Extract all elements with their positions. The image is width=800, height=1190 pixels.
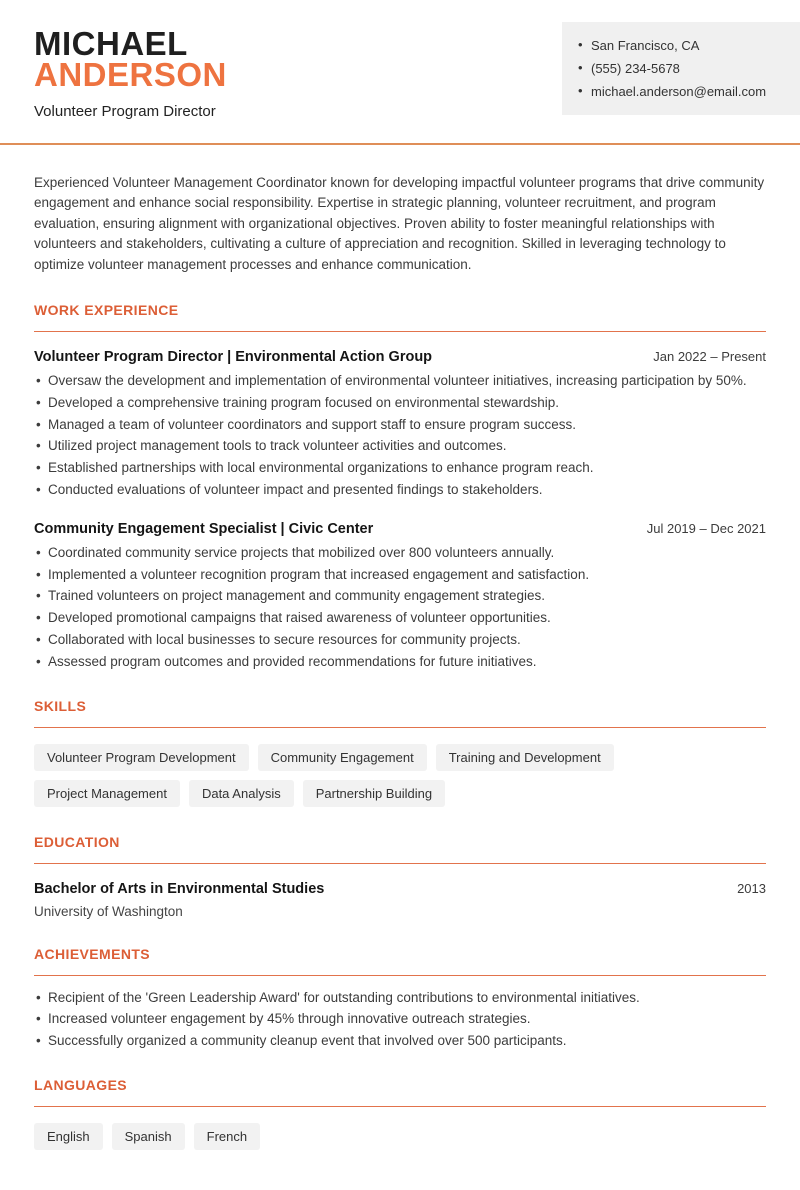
summary-paragraph: Experienced Volunteer Management Coordinator known for developing impactful volunteer programs that drive community engagement and enhance social responsibility. Expertise in strategic planning, volunteer recruitment, and program evaluation, ensuring alignment with organizational objectives. Proven ability to foster meaningful relationships with volunteers and stakeholders, cultivating a culture of appreciation and recognition. Skilled in leveraging technology to optimize volunteer management processes and enhance communication.	[34, 175, 765, 272]
job-title: Community Engagement Specialist | Civic Center	[34, 520, 374, 537]
achievement-bullet: • Recipient of the 'Green Leadership Award' for outstanding contributions to environmental initiatives.	[34, 990, 766, 1007]
job-bullet: • Utilized project management tools to track volunteer activities and outcomes.	[34, 438, 766, 455]
job-bullet: • Developed a comprehensive training program focused on environmental stewardship.	[34, 395, 766, 412]
bullet-icon: •	[578, 60, 583, 75]
job-header	[34, 349, 766, 365]
language-tag: French	[194, 1123, 260, 1150]
section-languages	[34, 1077, 766, 1150]
languages-heading: LANGUAGES	[34, 1077, 766, 1107]
school-name: University of Washington	[34, 903, 183, 919]
last-name: ANDERSON	[34, 56, 227, 93]
achievements-heading: ACHIEVEMENTS	[34, 946, 766, 976]
contact-email: michael.anderson@email.com	[591, 84, 767, 99]
section-achievements	[34, 946, 766, 1050]
job-title: Volunteer Program Director | Environmental Action Group	[34, 349, 433, 366]
skill-tag: Training and Development	[436, 744, 614, 771]
job-dates: Jan 2022 – Present	[653, 349, 766, 365]
name-block	[34, 22, 227, 120]
education-year: 2013	[737, 880, 766, 896]
achievement-bullet: • Increased volunteer engagement by 45% through innovative outreach strategies.	[34, 1011, 766, 1028]
work-experience-heading: WORK EXPERIENCE	[34, 302, 766, 332]
education-heading: EDUCATION	[34, 834, 766, 864]
skill-tag: Project Management	[34, 780, 180, 807]
job-bullet: • Conducted evaluations of volunteer impact and presented findings to stakeholders.	[34, 482, 766, 499]
job-bullet: • Coordinated community service projects that mobilized over 800 volunteers annually.	[34, 545, 766, 562]
contact-item-email	[578, 80, 784, 103]
job-bullet-list	[34, 373, 766, 499]
job-entry	[34, 349, 766, 499]
job-dates: Jul 2019 – Dec 2021	[646, 520, 766, 536]
first-name: MICHAEL	[34, 25, 188, 62]
job-bullet: • Managed a team of volunteer coordinators and support staff to ensure program success.	[34, 417, 766, 434]
job-bullet: • Established partnerships with local environmental organizations to enhance program reach.	[34, 460, 766, 477]
achievements-list	[34, 990, 766, 1050]
languages-tag-list	[34, 1123, 766, 1150]
language-tag: English	[34, 1123, 103, 1150]
skill-tag: Volunteer Program Development	[34, 744, 249, 771]
skill-tag: Community Engagement	[258, 744, 427, 771]
language-tag: Spanish	[112, 1123, 185, 1150]
job-bullet: • Collaborated with local businesses to secure resources for community projects.	[34, 632, 766, 649]
skill-tag: Partnership Building	[303, 780, 445, 807]
section-education	[34, 834, 766, 919]
bullet-icon: •	[578, 83, 583, 98]
section-work-experience	[34, 302, 766, 671]
job-bullet: • Assessed program outcomes and provided recommendations for future initiatives.	[34, 654, 766, 671]
contact-location: San Francisco, CA	[591, 38, 700, 53]
skills-heading: SKILLS	[34, 698, 766, 728]
skill-tag: Data Analysis	[189, 780, 294, 807]
contact-list	[578, 34, 784, 103]
degree-title: Bachelor of Arts in Environmental Studies	[34, 880, 325, 897]
contact-item-phone	[578, 57, 784, 80]
job-bullet: • Implemented a volunteer recognition program that increased engagement and satisfaction.	[34, 567, 766, 584]
education-header	[34, 881, 766, 897]
contact-phone: (555) 234-5678	[591, 61, 680, 76]
header	[0, 0, 800, 120]
job-bullet-list	[34, 545, 766, 671]
job-bullet: • Oversaw the development and implementation of environmental volunteer initiatives, increasing participation by 50%.	[34, 373, 766, 390]
skills-tag-list	[34, 744, 766, 807]
resume-body	[0, 173, 800, 1190]
header-divider	[0, 143, 800, 145]
contact-box	[562, 22, 800, 115]
job-bullet: • Trained volunteers on project management and community engagement strategies.	[34, 588, 766, 605]
job-header	[34, 521, 766, 537]
section-skills	[34, 698, 766, 807]
bullet-icon: •	[578, 37, 583, 52]
job-bullet: • Developed promotional campaigns that raised awareness of volunteer opportunities.	[34, 610, 766, 627]
achievement-bullet: • Successfully organized a community cleanup event that involved over 500 participants.	[34, 1033, 766, 1050]
contact-item-location	[578, 34, 784, 57]
header-job-title: Volunteer Program Director	[34, 103, 216, 120]
job-entry	[34, 521, 766, 671]
